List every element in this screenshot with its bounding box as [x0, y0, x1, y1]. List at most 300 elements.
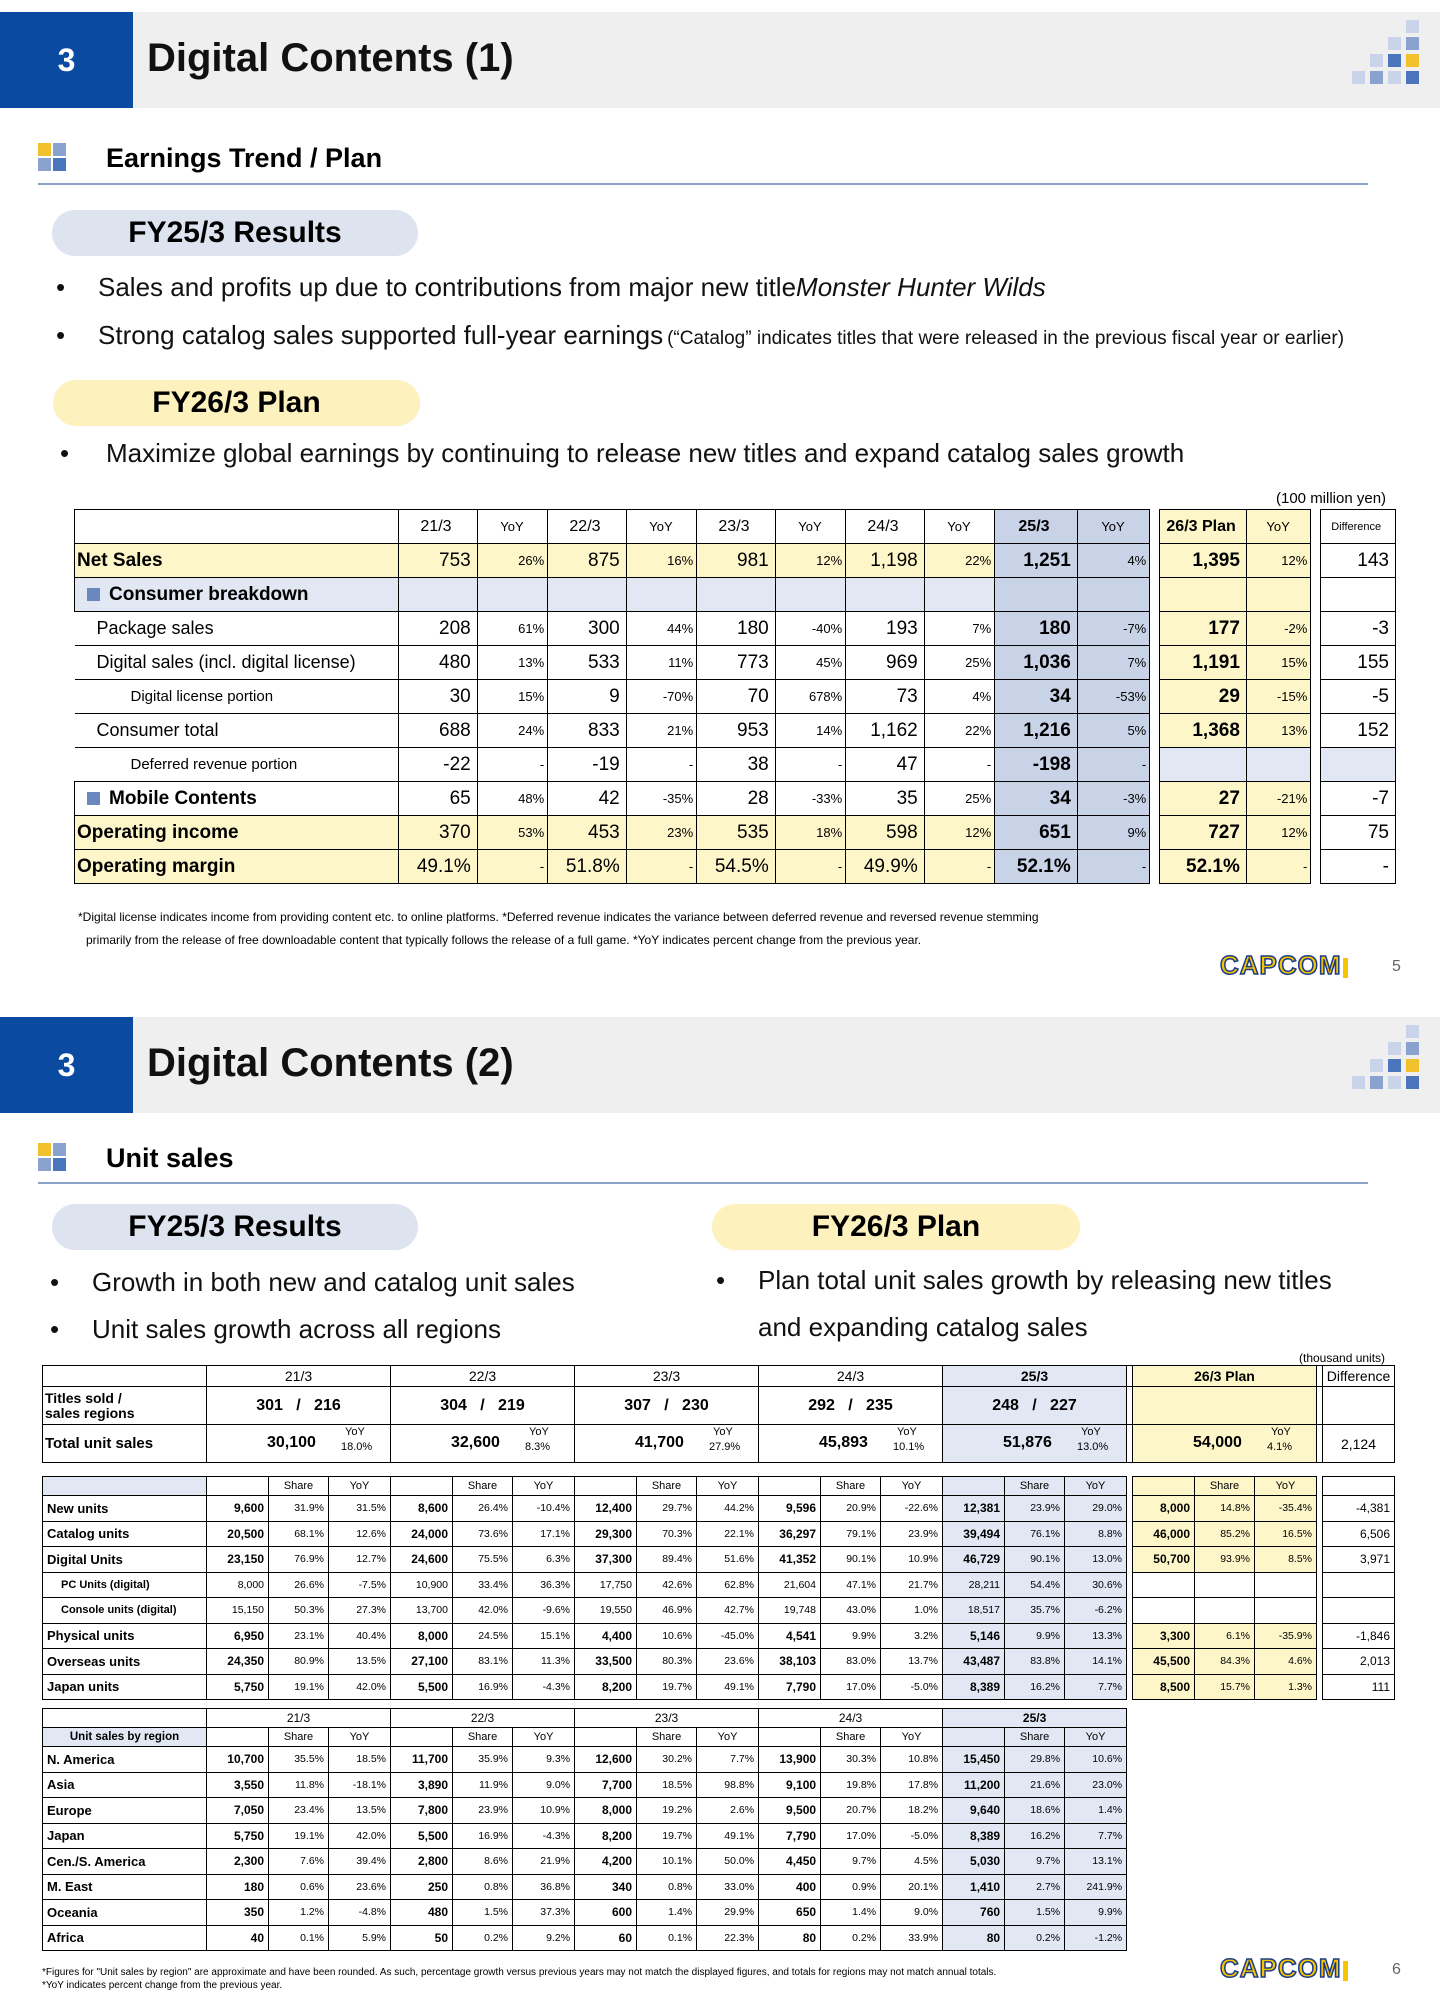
- value-cell: 80.9%: [269, 1649, 329, 1675]
- page-number: 6: [1392, 1961, 1401, 1978]
- value-cell: 36.3%: [513, 1572, 575, 1598]
- value-cell: [1195, 1598, 1255, 1624]
- value-cell: 727: [1160, 816, 1247, 850]
- column-header: 25/3: [995, 510, 1078, 544]
- value-cell: -18.1%: [329, 1772, 391, 1798]
- value-cell: 11.9%: [453, 1772, 513, 1798]
- value-cell: -33%: [775, 782, 845, 816]
- empty-cell: [1246, 578, 1310, 612]
- column-header: YoY: [775, 510, 845, 544]
- value-cell: 21.6%: [1005, 1772, 1065, 1798]
- empty-cell: [759, 1728, 821, 1747]
- table-row: [43, 1900, 1127, 1926]
- value-cell: 969: [846, 646, 925, 680]
- value-cell: 23%: [626, 816, 696, 850]
- table-row: [43, 1649, 1395, 1675]
- table-row: [43, 1874, 1127, 1900]
- value-cell: 15%: [477, 680, 547, 714]
- yoy-header: YoY: [1255, 1477, 1317, 1496]
- value-cell: 20.7%: [821, 1798, 881, 1824]
- value-cell: 23.1%: [269, 1623, 329, 1649]
- value-cell: 9.9%: [1065, 1900, 1127, 1926]
- empty-cell: [1077, 578, 1149, 612]
- value-cell: 9.0%: [513, 1772, 575, 1798]
- value-cell: 15,150: [207, 1598, 269, 1624]
- titles-value: 292 / 235: [759, 1387, 943, 1425]
- value-cell: 180: [995, 612, 1078, 646]
- value-cell: 28,211: [943, 1572, 1005, 1598]
- value-cell: 52.1%: [995, 850, 1078, 884]
- yoy-header: YoY: [697, 1477, 759, 1496]
- value-cell: 31.9%: [269, 1496, 329, 1522]
- gap: [1311, 646, 1321, 680]
- value-cell: 80.3%: [637, 1649, 697, 1675]
- value-cell: -9.6%: [513, 1598, 575, 1624]
- value-cell: 13%: [477, 646, 547, 680]
- value-cell: 51.8%: [548, 850, 627, 884]
- row-label: M. East: [43, 1874, 207, 1900]
- value-cell: 15.1%: [513, 1623, 575, 1649]
- value-cell: 533: [548, 646, 627, 680]
- value-cell: 31.5%: [329, 1496, 391, 1522]
- value-cell: 8,389: [943, 1674, 1005, 1700]
- value-cell: -3: [1321, 612, 1396, 646]
- row-label: Digital sales (incl. digital license): [75, 646, 399, 680]
- value-cell: 45,500: [1133, 1649, 1195, 1675]
- table-row: [75, 646, 1396, 680]
- row-label: N. America: [43, 1747, 207, 1773]
- row-label: PC Units (digital): [43, 1572, 207, 1598]
- row-label: Cen./S. America: [43, 1849, 207, 1875]
- value-cell: 50.3%: [269, 1598, 329, 1624]
- value-cell: 7%: [924, 612, 994, 646]
- value-cell: 18%: [775, 816, 845, 850]
- value-cell: 24,350: [207, 1649, 269, 1675]
- value-cell: 13.1%: [1065, 1849, 1127, 1875]
- value-cell: -45.0%: [697, 1623, 759, 1649]
- table-row: [75, 748, 1396, 782]
- value-cell: 22%: [924, 714, 994, 748]
- year-header: 24/3: [759, 1709, 943, 1728]
- empty-cell: [1323, 1477, 1395, 1496]
- yoy-value: 4.1%: [1267, 1441, 1293, 1453]
- value-cell: 14.1%: [1065, 1649, 1127, 1675]
- value-cell: 7,700: [575, 1772, 637, 1798]
- value-cell: 1,198: [846, 544, 925, 578]
- value-cell: 4%: [924, 680, 994, 714]
- value-cell: 8,389: [943, 1823, 1005, 1849]
- value-cell: 9: [548, 680, 627, 714]
- results-pill: FY25/3 Results: [52, 1204, 418, 1250]
- logo-bar: [1343, 1961, 1348, 1981]
- empty-cell: [399, 578, 478, 612]
- value-cell: 49.1%: [399, 850, 478, 884]
- value-cell: 18.5%: [637, 1772, 697, 1798]
- value-cell: 2,800: [391, 1849, 453, 1875]
- row-label: Japan units: [43, 1674, 207, 1700]
- value-cell: 370: [399, 816, 478, 850]
- header-cell: [75, 510, 399, 544]
- value-cell: 13,900: [759, 1747, 821, 1773]
- value-cell: 12.7%: [329, 1547, 391, 1573]
- value-cell: 29.9%: [697, 1900, 759, 1926]
- value-cell: 16.9%: [453, 1674, 513, 1700]
- value-cell: 7.7%: [697, 1747, 759, 1773]
- row-label: Europe: [43, 1798, 207, 1824]
- value-cell: 678%: [775, 680, 845, 714]
- column-header: YoY: [626, 510, 696, 544]
- value-cell: 46,729: [943, 1547, 1005, 1573]
- value-cell: 65: [399, 782, 478, 816]
- value-cell: 15%: [1246, 646, 1310, 680]
- section-heading: [38, 138, 382, 178]
- yoy-header: YoY: [513, 1477, 575, 1496]
- value-cell: 340: [575, 1874, 637, 1900]
- value-cell: 9%: [1077, 816, 1149, 850]
- value-cell: -5: [1321, 680, 1396, 714]
- gap: [1311, 544, 1321, 578]
- value-cell: 73: [846, 680, 925, 714]
- table-row: [43, 1598, 1395, 1624]
- value-cell: 34: [995, 680, 1078, 714]
- value-cell: 3,550: [207, 1772, 269, 1798]
- value-cell: 68.1%: [269, 1521, 329, 1547]
- value-cell: 80: [759, 1925, 821, 1951]
- yoy-label: YoY: [1271, 1426, 1291, 1438]
- value-cell: 20,500: [207, 1521, 269, 1547]
- value-cell: 12.6%: [329, 1521, 391, 1547]
- page-title: Digital Contents (1): [147, 36, 514, 80]
- value-cell: 12,381: [943, 1496, 1005, 1522]
- value-cell: 21%: [626, 714, 696, 748]
- value-cell: -3%: [1077, 782, 1149, 816]
- value-cell: 47: [846, 748, 925, 782]
- empty-cell: [391, 1477, 453, 1496]
- value-cell: -21%: [1246, 782, 1310, 816]
- column-header: 26/3 Plan: [1160, 510, 1247, 544]
- yoy-header: YoY: [697, 1728, 759, 1747]
- value-cell: -15%: [1246, 680, 1310, 714]
- bullet-text: Maximize global earnings by continuing to release new titles and expand catalog sales growth: [106, 438, 1185, 468]
- value-cell: 1.4%: [821, 1900, 881, 1926]
- share-header: Share: [1005, 1728, 1065, 1747]
- value-cell: 19.2%: [637, 1798, 697, 1824]
- empty-cell: [1160, 578, 1247, 612]
- value-cell: 11,200: [943, 1772, 1005, 1798]
- value-cell: 14%: [775, 714, 845, 748]
- value-cell: 84.3%: [1195, 1649, 1255, 1675]
- value-cell: 688: [399, 714, 478, 748]
- value-cell: 33.4%: [453, 1572, 513, 1598]
- value-cell: 62.8%: [697, 1572, 759, 1598]
- value-cell: 43,487: [943, 1649, 1005, 1675]
- value-cell: 1,191: [1160, 646, 1247, 680]
- table-row: [75, 680, 1396, 714]
- value-cell: 16.5%: [1255, 1521, 1317, 1547]
- square-bullet-icon: [87, 792, 100, 805]
- table-row: [43, 1849, 1127, 1875]
- value-cell: [1246, 748, 1310, 782]
- gap: [1311, 510, 1321, 544]
- value-cell: 39.4%: [329, 1849, 391, 1875]
- value-cell: [1133, 1572, 1195, 1598]
- table-row: [43, 1674, 1395, 1700]
- value-cell: 11%: [626, 646, 696, 680]
- value-cell: 5,500: [391, 1674, 453, 1700]
- value-cell: 6,950: [207, 1623, 269, 1649]
- unit-label: (100 million yen): [1276, 490, 1387, 507]
- yoy-header: YoY: [513, 1728, 575, 1747]
- value-cell: 27.3%: [329, 1598, 391, 1624]
- value-cell: 27: [1160, 782, 1247, 816]
- value-cell: 24%: [477, 714, 547, 748]
- value-cell: 23.0%: [1065, 1772, 1127, 1798]
- value-cell: -: [626, 748, 696, 782]
- value-cell: 13.7%: [881, 1649, 943, 1675]
- value-cell: 53%: [477, 816, 547, 850]
- table-row: [75, 816, 1396, 850]
- value-cell: 12%: [1246, 544, 1310, 578]
- slide-page-6: [0, 1005, 1440, 2010]
- row-label: Japan: [43, 1823, 207, 1849]
- value-cell: 5,750: [207, 1674, 269, 1700]
- value-cell: 5,146: [943, 1623, 1005, 1649]
- value-cell: -: [477, 850, 547, 884]
- value-cell: 111: [1323, 1674, 1395, 1700]
- value-cell: [1321, 748, 1396, 782]
- divider: [38, 183, 1368, 185]
- table-row: [43, 1747, 1127, 1773]
- value-cell: -5.0%: [881, 1823, 943, 1849]
- value-cell: 37.3%: [513, 1900, 575, 1926]
- value-cell: 36.8%: [513, 1874, 575, 1900]
- value-cell: 400: [759, 1874, 821, 1900]
- value-cell: 0.1%: [637, 1925, 697, 1951]
- value-cell: 28: [697, 782, 776, 816]
- value-cell: 9.7%: [1005, 1849, 1065, 1875]
- value-cell: 30: [399, 680, 478, 714]
- value-cell: [1133, 1598, 1195, 1624]
- value-cell: 6,506: [1323, 1521, 1395, 1547]
- page-number: 5: [1392, 958, 1401, 975]
- value-cell: -1.2%: [1065, 1925, 1127, 1951]
- page-title: Digital Contents (2): [147, 1041, 514, 1085]
- value-cell: 26.4%: [453, 1496, 513, 1522]
- bullet-1: • Sales and profits up due to contributions from major new title Monster Hunter Wilds: [56, 272, 1046, 302]
- value-cell: 44.2%: [697, 1496, 759, 1522]
- value-cell: 23.6%: [329, 1874, 391, 1900]
- value-cell: 10,700: [207, 1747, 269, 1773]
- row-label: Overseas units: [43, 1649, 207, 1675]
- value-cell: 10.9%: [513, 1798, 575, 1824]
- yoy-label: YoY: [529, 1426, 549, 1438]
- total-cell: [759, 1425, 943, 1463]
- value-cell: 98.8%: [697, 1772, 759, 1798]
- value-cell: 753: [399, 544, 478, 578]
- empty-cell: [477, 578, 547, 612]
- value-cell: 90.1%: [1005, 1547, 1065, 1573]
- gap: [1150, 680, 1160, 714]
- empty-cell: [943, 1477, 1005, 1496]
- section-squares-icon: [38, 143, 68, 173]
- value-cell: 19,550: [575, 1598, 637, 1624]
- yoy-label: YoY: [897, 1426, 917, 1438]
- share-header: Share: [453, 1477, 513, 1496]
- diff-value: 2,124: [1323, 1425, 1395, 1463]
- value-cell: 44%: [626, 612, 696, 646]
- value-cell: 875: [548, 544, 627, 578]
- value-cell: 8,000: [207, 1572, 269, 1598]
- column-header: YoY: [924, 510, 994, 544]
- value-cell: 42.6%: [637, 1572, 697, 1598]
- value-cell: 18.2%: [881, 1798, 943, 1824]
- empty-cell: [995, 578, 1078, 612]
- table-row: [43, 1823, 1127, 1849]
- value-cell: 8,200: [575, 1674, 637, 1700]
- value-cell: 651: [995, 816, 1078, 850]
- share-header: Share: [453, 1728, 513, 1747]
- value-cell: 3,300: [1133, 1623, 1195, 1649]
- value-cell: 20.1%: [881, 1874, 943, 1900]
- empty-cell: [697, 578, 776, 612]
- table-row: [75, 544, 1396, 578]
- value-cell: 83.8%: [1005, 1649, 1065, 1675]
- share-header: Share: [821, 1728, 881, 1747]
- row-label: Digital Units: [43, 1547, 207, 1573]
- section-heading: [38, 1138, 234, 1178]
- value-cell: 1,410: [943, 1874, 1005, 1900]
- value-cell: 47.1%: [821, 1572, 881, 1598]
- value-cell: 24.5%: [453, 1623, 513, 1649]
- value-cell: 39,494: [943, 1521, 1005, 1547]
- value-cell: 10.1%: [637, 1849, 697, 1875]
- share-header: Share: [637, 1477, 697, 1496]
- empty-cell: [548, 578, 627, 612]
- value-cell: 54.4%: [1005, 1572, 1065, 1598]
- empty-cell: [1321, 578, 1396, 612]
- value-cell: 5.9%: [329, 1925, 391, 1951]
- yoy-label: YoY: [713, 1426, 733, 1438]
- value-cell: -2%: [1246, 612, 1310, 646]
- value-cell: 650: [759, 1900, 821, 1926]
- yoy-header: YoY: [329, 1477, 391, 1496]
- value-cell: 40.4%: [329, 1623, 391, 1649]
- value-cell: 9,600: [207, 1496, 269, 1522]
- header-cell: [43, 1709, 207, 1728]
- gap: [1150, 748, 1160, 782]
- total-value: 51,876: [1003, 1434, 1052, 1451]
- total-cell: [391, 1425, 575, 1463]
- value-cell: 50,700: [1133, 1547, 1195, 1573]
- bullet-text: Strong catalog sales supported full-year earnings: [98, 320, 664, 350]
- row-label: Physical units: [43, 1623, 207, 1649]
- value-cell: 4,541: [759, 1623, 821, 1649]
- value-cell: 4.5%: [881, 1849, 943, 1875]
- value-cell: 17.1%: [513, 1521, 575, 1547]
- value-cell: 10.9%: [881, 1547, 943, 1573]
- value-cell: 8,200: [575, 1823, 637, 1849]
- value-cell: 70: [697, 680, 776, 714]
- value-cell: 30.6%: [1065, 1572, 1127, 1598]
- value-cell: 54.5%: [697, 850, 776, 884]
- value-cell: 38: [697, 748, 776, 782]
- value-cell: 73.6%: [453, 1521, 513, 1547]
- year-header: 25/3: [943, 1709, 1127, 1728]
- value-cell: 34: [995, 782, 1078, 816]
- gap: [1150, 850, 1160, 884]
- gap: [1150, 510, 1160, 544]
- column-header: YoY: [477, 510, 547, 544]
- logo-bar: [1343, 958, 1348, 978]
- yoy-value: 10.1%: [893, 1441, 925, 1453]
- plan-bullet-1-cont: [758, 1312, 1088, 1343]
- value-cell: 37,300: [575, 1547, 637, 1573]
- row-label: Consumer total: [75, 714, 399, 748]
- value-cell: 9,596: [759, 1496, 821, 1522]
- value-cell: 12%: [924, 816, 994, 850]
- value-cell: 7,050: [207, 1798, 269, 1824]
- yoy-header: YoY: [881, 1728, 943, 1747]
- value-cell: 36,297: [759, 1521, 821, 1547]
- value-cell: -: [1246, 850, 1310, 884]
- year-header: 25/3: [943, 1366, 1127, 1387]
- row-label: Africa: [43, 1925, 207, 1951]
- value-cell: 1.5%: [453, 1900, 513, 1926]
- row-label: Catalog units: [43, 1521, 207, 1547]
- value-cell: 5,030: [943, 1849, 1005, 1875]
- share-header: Share: [269, 1728, 329, 1747]
- total-cell: [1133, 1425, 1317, 1463]
- empty-cell: [1323, 1387, 1395, 1425]
- value-cell: 30.3%: [821, 1747, 881, 1773]
- value-cell: 8.6%: [453, 1849, 513, 1875]
- value-cell: 1.4%: [1065, 1798, 1127, 1824]
- value-cell: -6.2%: [1065, 1598, 1127, 1624]
- results-pill: FY25/3 Results: [52, 210, 418, 256]
- yoy-value: 18.0%: [341, 1441, 373, 1453]
- value-cell: 0.1%: [269, 1925, 329, 1951]
- value-cell: 89.4%: [637, 1547, 697, 1573]
- value-cell: 8,500: [1133, 1674, 1195, 1700]
- gap: [1311, 612, 1321, 646]
- value-cell: 300: [548, 612, 627, 646]
- value-cell: 19.1%: [269, 1823, 329, 1849]
- yoy-header: YoY: [1065, 1728, 1127, 1747]
- share-header: Share: [1195, 1477, 1255, 1496]
- titles-value: 304 / 219: [391, 1387, 575, 1425]
- value-cell: 29.8%: [1005, 1747, 1065, 1773]
- bullet-text: Growth in both new and catalog unit sales: [92, 1267, 575, 1297]
- table-row: [43, 1521, 1395, 1547]
- value-cell: 10.6%: [1065, 1747, 1127, 1773]
- empty-cell: [943, 1728, 1005, 1747]
- gap: [1311, 680, 1321, 714]
- value-cell: 16%: [626, 544, 696, 578]
- column-header: 23/3: [697, 510, 776, 544]
- value-cell: -10.4%: [513, 1496, 575, 1522]
- decorative-squares-icon: [1352, 1025, 1422, 1099]
- column-header: 24/3: [846, 510, 925, 544]
- value-cell: 13.3%: [1065, 1623, 1127, 1649]
- table-row: [43, 1925, 1127, 1951]
- plan-header: 26/3 Plan: [1133, 1366, 1317, 1387]
- value-cell: 76.1%: [1005, 1521, 1065, 1547]
- empty-cell: [924, 578, 994, 612]
- value-cell: -4.3%: [513, 1674, 575, 1700]
- column-header: YoY: [1246, 510, 1310, 544]
- value-cell: 1,036: [995, 646, 1078, 680]
- value-cell: 22.3%: [697, 1925, 759, 1951]
